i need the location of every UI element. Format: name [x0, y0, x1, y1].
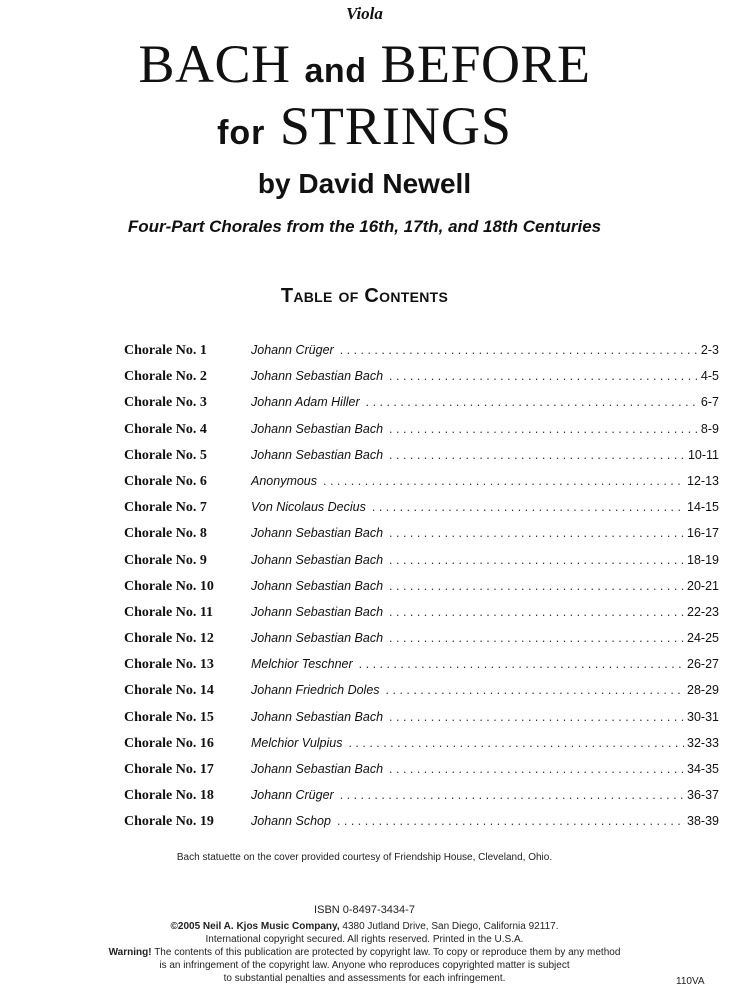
toc-chorale-label: Chorale No. 9 — [124, 552, 207, 568]
toc-entry — [251, 369, 719, 383]
toc-row — [124, 683, 719, 709]
toc-composer: Johann Sebastian Bach — [251, 578, 384, 593]
rights-line: International copyright secured. All rights reserved. Printed in the U.S.A. — [205, 934, 524, 945]
toc-chorale-label: Chorale No. 18 — [124, 788, 214, 804]
toc-entry — [251, 500, 719, 514]
toc-row — [124, 552, 719, 579]
toc-pages: 20-21 — [687, 578, 719, 593]
toc-pages: 8-9 — [700, 421, 719, 436]
toc-leader-dots — [389, 553, 684, 567]
toc-entry — [251, 395, 719, 409]
toc-leader-dots — [366, 395, 698, 409]
toc-composer: Johann Sebastian Bach — [251, 552, 384, 567]
toc-row — [124, 762, 719, 788]
toc-entry — [251, 605, 719, 619]
author-line: by David Newell — [257, 168, 472, 199]
toc-chorale-label: Chorale No. 13 — [124, 657, 214, 673]
title-word-before: BEFORE — [380, 34, 591, 94]
toc-entry — [251, 657, 719, 671]
toc-entry — [251, 736, 719, 750]
toc-chorale-label: Chorale No. 3 — [124, 395, 207, 411]
toc-composer: Johann Schop — [251, 814, 331, 829]
toc-composer: Johann Sebastian Bach — [251, 526, 384, 541]
toc-entry — [251, 788, 719, 802]
toc-pages: 4-5 — [700, 369, 719, 384]
toc-leader-dots — [389, 422, 698, 436]
toc-row — [124, 631, 719, 657]
toc-entry — [251, 448, 719, 462]
toc-entry — [251, 343, 719, 357]
cover-credit: Bach statuette on the cover provided courtesy of Friendship House, Cleveland, Ohio. — [176, 852, 553, 863]
toc-chorale-label: Chorale No. 2 — [124, 369, 207, 385]
toc-chorale-label: Chorale No. 19 — [124, 814, 214, 830]
toc-chorale-label: Chorale No. 11 — [124, 604, 214, 620]
toc-leader-dots — [389, 631, 684, 645]
toc-leader-dots — [337, 814, 684, 828]
toc-pages: 30-31 — [687, 709, 719, 724]
toc-composer: Johann Sebastian Bach — [251, 369, 384, 384]
copyright-block — [0, 920, 729, 985]
toc-composer: Johann Crüger — [251, 343, 334, 357]
toc-composer: Johann Sebastian Bach — [251, 604, 384, 619]
toc-row — [124, 473, 719, 500]
toc-row — [124, 343, 719, 369]
toc-chorale-label: Chorale No. 10 — [124, 578, 214, 594]
toc-entry — [251, 422, 719, 436]
toc-row — [124, 500, 719, 526]
toc-chorale-label: Chorale No. 8 — [124, 526, 207, 542]
subtitle: Four-Part Chorales from the 16th, 17th, and 18th Centuries — [127, 217, 602, 236]
toc-pages: 6-7 — [700, 395, 719, 410]
toc-chorale-label: Chorale No. 4 — [124, 421, 207, 437]
toc-pages: 34-35 — [687, 762, 719, 776]
warning-line-1 — [0, 946, 729, 959]
toc-leader-dots — [389, 448, 685, 462]
toc-pages: 2-3 — [700, 343, 719, 357]
toc-row — [124, 657, 719, 683]
toc-leader-dots — [323, 474, 684, 488]
toc-entry — [251, 683, 719, 697]
copyright-address: 4380 Jutland Drive, San Diego, California 92117. — [342, 921, 559, 932]
toc-entry — [251, 814, 719, 828]
toc-chorale-label: Chorale No. 14 — [124, 683, 214, 699]
title-line-2 — [0, 96, 729, 163]
toc-pages: 24-25 — [687, 631, 719, 646]
toc-entry — [251, 579, 719, 593]
toc-chorale-label: Chorale No. 16 — [124, 735, 214, 751]
toc-composer: Melchior Vulpius — [251, 735, 343, 750]
toc-leader-dots — [340, 788, 684, 802]
copyright-bold: ©2005 Neil A. Kjos Music Company, — [170, 921, 340, 932]
toc-pages: 32-33 — [687, 735, 719, 750]
toc-leader-dots — [389, 605, 684, 619]
toc-row — [124, 526, 719, 552]
warning-text-1: The contents of this publication are protected by copyright law. To copy or reproduce them by any method — [154, 947, 621, 958]
toc-leader-dots — [340, 343, 698, 357]
toc-leader-dots — [386, 683, 684, 697]
toc-row — [124, 447, 719, 474]
toc-pages: 38-39 — [687, 814, 719, 829]
isbn: ISBN 0-8497-3434-7 — [314, 904, 415, 916]
catalog-code: 110VA — [676, 976, 705, 987]
toc-pages: 10-11 — [687, 447, 719, 462]
toc-entry — [251, 474, 719, 488]
toc-composer: Johann Sebastian Bach — [251, 709, 384, 724]
table-of-contents — [124, 343, 719, 841]
toc-row — [124, 421, 719, 448]
toc-row — [124, 604, 719, 631]
toc-pages: 14-15 — [687, 500, 719, 515]
toc-row — [124, 814, 719, 840]
toc-chorale-label: Chorale No. 15 — [124, 709, 214, 725]
toc-row — [124, 735, 719, 762]
toc-composer: Johann Sebastian Bach — [251, 421, 384, 436]
toc-composer: Johann Sebastian Bach — [251, 762, 384, 776]
toc-row — [124, 578, 719, 605]
title-word-bach: BACH — [138, 34, 291, 94]
toc-chorale-label: Chorale No. 12 — [124, 631, 214, 647]
toc-pages: 18-19 — [687, 552, 719, 567]
toc-pages: 16-17 — [687, 526, 719, 541]
toc-chorale-label: Chorale No. 17 — [124, 762, 214, 777]
toc-row — [124, 395, 719, 421]
title-word-strings: STRINGS — [279, 96, 512, 156]
title-line-1 — [0, 34, 729, 101]
toc-leader-dots — [389, 526, 684, 540]
instrument-label: Viola — [346, 4, 383, 23]
toc-pages: 36-37 — [687, 788, 719, 803]
warning-line-3: to substantial penalties and assessments for each infringement. — [223, 973, 506, 984]
toc-composer: Johann Sebastian Bach — [251, 631, 384, 646]
toc-composer: Johann Crüger — [251, 788, 334, 803]
toc-composer: Johann Sebastian Bach — [251, 447, 384, 462]
toc-entry — [251, 553, 719, 567]
toc-entry — [251, 631, 719, 645]
toc-pages: 28-29 — [687, 683, 719, 698]
toc-chorale-label: Chorale No. 1 — [124, 343, 207, 358]
toc-pages: 12-13 — [687, 473, 719, 488]
toc-entry — [251, 710, 719, 724]
toc-heading: Table of Contents — [280, 285, 449, 307]
toc-leader-dots — [389, 579, 684, 593]
toc-chorale-label: Chorale No. 6 — [124, 473, 207, 489]
warning-bold: Warning! — [108, 947, 152, 958]
toc-composer: Von Nicolaus Decius — [251, 500, 366, 515]
toc-composer: Melchior Teschner — [251, 657, 353, 672]
toc-leader-dots — [372, 500, 684, 514]
toc-composer: Anonymous — [251, 473, 318, 488]
title-word-for: for — [217, 114, 266, 152]
toc-composer: Johann Adam Hiller — [251, 395, 360, 410]
toc-composer: Johann Friedrich Doles — [251, 683, 380, 698]
title-word-and: and — [304, 52, 367, 90]
toc-row — [124, 788, 719, 814]
toc-leader-dots — [389, 762, 684, 776]
toc-chorale-label: Chorale No. 5 — [124, 447, 207, 463]
toc-leader-dots — [348, 736, 684, 750]
toc-pages: 26-27 — [687, 657, 719, 672]
warning-line-2: is an infringement of the copyright law. Anyone who reproduces copyrighted matter is subject — [159, 960, 570, 971]
toc-pages: 22-23 — [687, 604, 719, 619]
copyright-line — [0, 920, 729, 933]
toc-entry — [251, 526, 719, 540]
toc-chorale-label: Chorale No. 7 — [124, 500, 207, 516]
toc-leader-dots — [389, 710, 684, 724]
toc-entry — [251, 762, 719, 776]
toc-row — [124, 709, 719, 736]
toc-leader-dots — [389, 369, 698, 383]
toc-row — [124, 369, 719, 395]
toc-leader-dots — [359, 657, 684, 671]
